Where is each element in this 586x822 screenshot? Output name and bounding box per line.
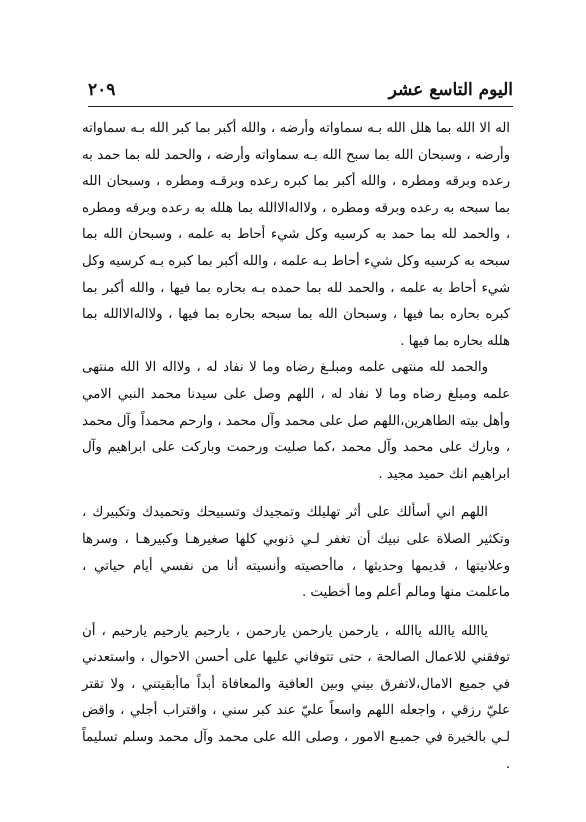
chapter-title: اليوم التاسع عشر: [388, 80, 513, 100]
body-text: [82, 116, 510, 778]
paragraph-1: اله الا الله بما هلل الله بـه سماواته وأرضه ، والله أكبر بما كبر الله بـه سماواته وأرضه ، وسبحان الله بما سبح الله بـه سماواته وأرضه ، والحمد لله بما حمد به رعده وبرقه ومطره ، والله أكبر بما كبره رعده وبرقـه ومطره ، وسبحان الله بما سبحه به رعده وبرقه ومطره ، ولااله‌الاالله بما هلله به رعده وبرقه ومطره ، والحمد لله بما حمد به كرسيه وكل شيء أحاط به علمه ، وسبحان الله بما سبحه به كرسيه وكل شيء أحاط بـه علمه ، والله أكبر بما كبره بـه كرسيه وكل شيء أحاط به علمه ، والحمد لله بما حمده بـه بحاره بما فيها ، والله أكبر بما كبره بحاره بما فيها ، وسبحان الله بما سبحه بحاره بما فيها ، ولااله‌الاالله بما هلله بحاره بما فيها .: [82, 121, 510, 349]
paragraph-4: ياالله ياالله ياالله ، يارحمن يارحمن يارحمن ، يارحيم يارحيم يارحيم ، أن توفقني للاعمال الصالحة ، حتى تتوفاني عليها على أحسن الاحوال ، واستعدني في جميع الامال،لاتفرق بيني وبين العافية والمعافاة أبداً ماأبقيتني ، ولا تقتر عليّ رزقي ، واجعله اللهم واسعاً عليّ عند كبر سني ، واقتراب أجلي ، واقض لـي بالخيرة في جميـع الامور ، وصلى الله على محمد وآل محمد وسلم تسليماً .: [82, 623, 510, 772]
header-rule: [88, 106, 513, 107]
running-header: [88, 78, 513, 104]
paragraph-2: والحمد لله منتهى علمه ومبلـغ رضاه وما لا نفاد له ، ولااله الا الله منتهى علمه ومبلغ رضاه وما لا نفاد له ، اللهم وصل على سيدنا محمد النبي الامي وأهل بيته الطاهرين،اللهم صل على محمد وآل محمد ، وارحم محمداً وآل محمد ، وبارك على محمد وآل محمد ،كما صليت ورحمت وباركت على ابراهيم وآل ابراهيم انك حميد مجيد .: [82, 360, 510, 482]
paragraph-3: اللهم اني أسألك على أثر تهليلك وتمجيدك وتسبيحك وتحميدك وتكبيرك ، وتكثير الصلاة على نبيك أن تغفر لـي ذنوبي كلها صغيرهـا وكبيرهـا ، وسرها وعلانيتها ، قديمها وحديثها ، ماأحصيته وأنسيته أنا من نفسي أيام حياتي ، ماعلمت منها ومالم أعلم وما أخطيت .: [82, 505, 510, 601]
page-number: ٢٠٩: [88, 80, 116, 100]
